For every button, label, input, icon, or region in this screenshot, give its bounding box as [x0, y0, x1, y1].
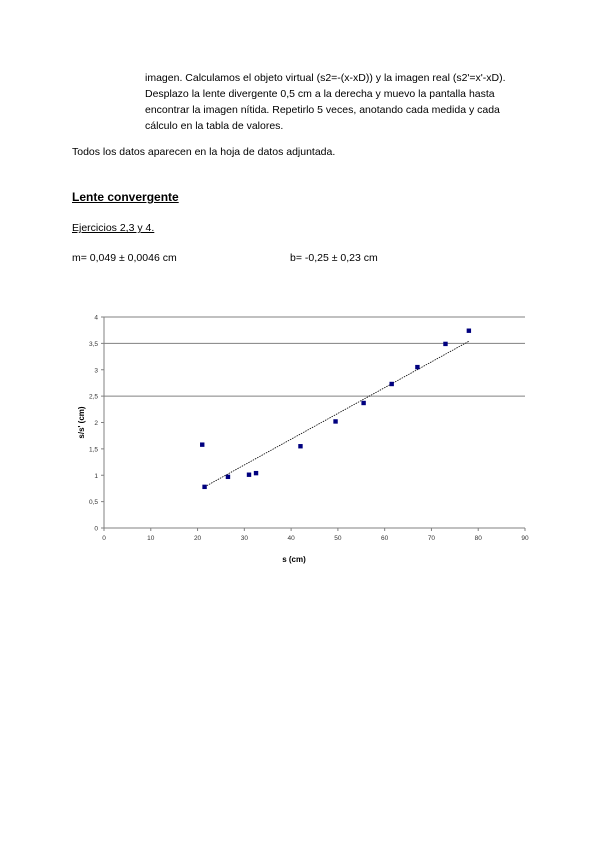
data-point [226, 475, 230, 479]
x-tick-label: 50 [334, 535, 342, 542]
x-tick-label: 20 [193, 535, 202, 542]
x-tick-label: 0 [102, 535, 106, 542]
paragraph-line: imagen. Calculamos el objeto virtual (s2=-(x-xD)) y la imagen real (s2'=x'-xD). [145, 72, 506, 84]
trendline [205, 341, 469, 487]
data-point [298, 444, 302, 448]
slope-value: m= 0,049 ± 0,0046 cm [72, 252, 177, 264]
data-point [415, 365, 419, 369]
y-tick-label: 0 [94, 525, 98, 533]
y-tick-label: 4 [94, 314, 98, 322]
data-point [254, 471, 258, 475]
y-tick-label: 3 [94, 367, 98, 375]
data-point [467, 329, 471, 333]
x-tick-label: 40 [287, 535, 295, 542]
intro-paragraph [145, 70, 545, 134]
y-tick-label: 2,5 [88, 393, 98, 401]
section-heading: Lente convergente [72, 190, 179, 204]
paragraph-line: Desplazo la lente divergente 0,5 cm a la derecha y muevo la pantalla hasta [145, 88, 495, 100]
data-point [389, 382, 393, 386]
x-tick-label: 90 [521, 535, 529, 542]
x-tick-label: 70 [427, 535, 436, 542]
y-tick-label: 1,5 [88, 446, 98, 454]
section-subheading: Ejercicios 2,3 y 4. [72, 222, 155, 234]
scatter-chart [60, 300, 550, 580]
y-tick-label: 3,5 [88, 340, 98, 348]
data-point [202, 485, 206, 489]
y-tick-label: 0,5 [88, 499, 98, 507]
data-point [443, 342, 447, 346]
data-point [333, 419, 337, 423]
x-tick-label: 10 [147, 535, 155, 542]
data-point [361, 401, 365, 405]
x-axis-title: s (cm) [282, 555, 306, 564]
y-axis-title: s/s' (cm) [77, 406, 86, 439]
data-note: Todos los datos aparecen en la hoja de datos adjuntada. [72, 146, 336, 158]
paragraph-line: cálculo en la tabla de valores. [145, 120, 284, 132]
y-tick-label: 2 [94, 420, 98, 427]
y-tick-label: 1 [94, 472, 98, 480]
intercept-value: b= -0,25 ± 0,23 cm [290, 252, 378, 264]
paragraph-line: encontrar la imagen nítida. Repetirlo 5 veces, anotando cada medida y cada [145, 104, 500, 116]
x-tick-label: 30 [240, 535, 248, 542]
x-tick-label: 60 [381, 535, 389, 542]
data-point [247, 473, 251, 477]
data-point [200, 442, 204, 446]
x-tick-label: 80 [474, 535, 482, 542]
